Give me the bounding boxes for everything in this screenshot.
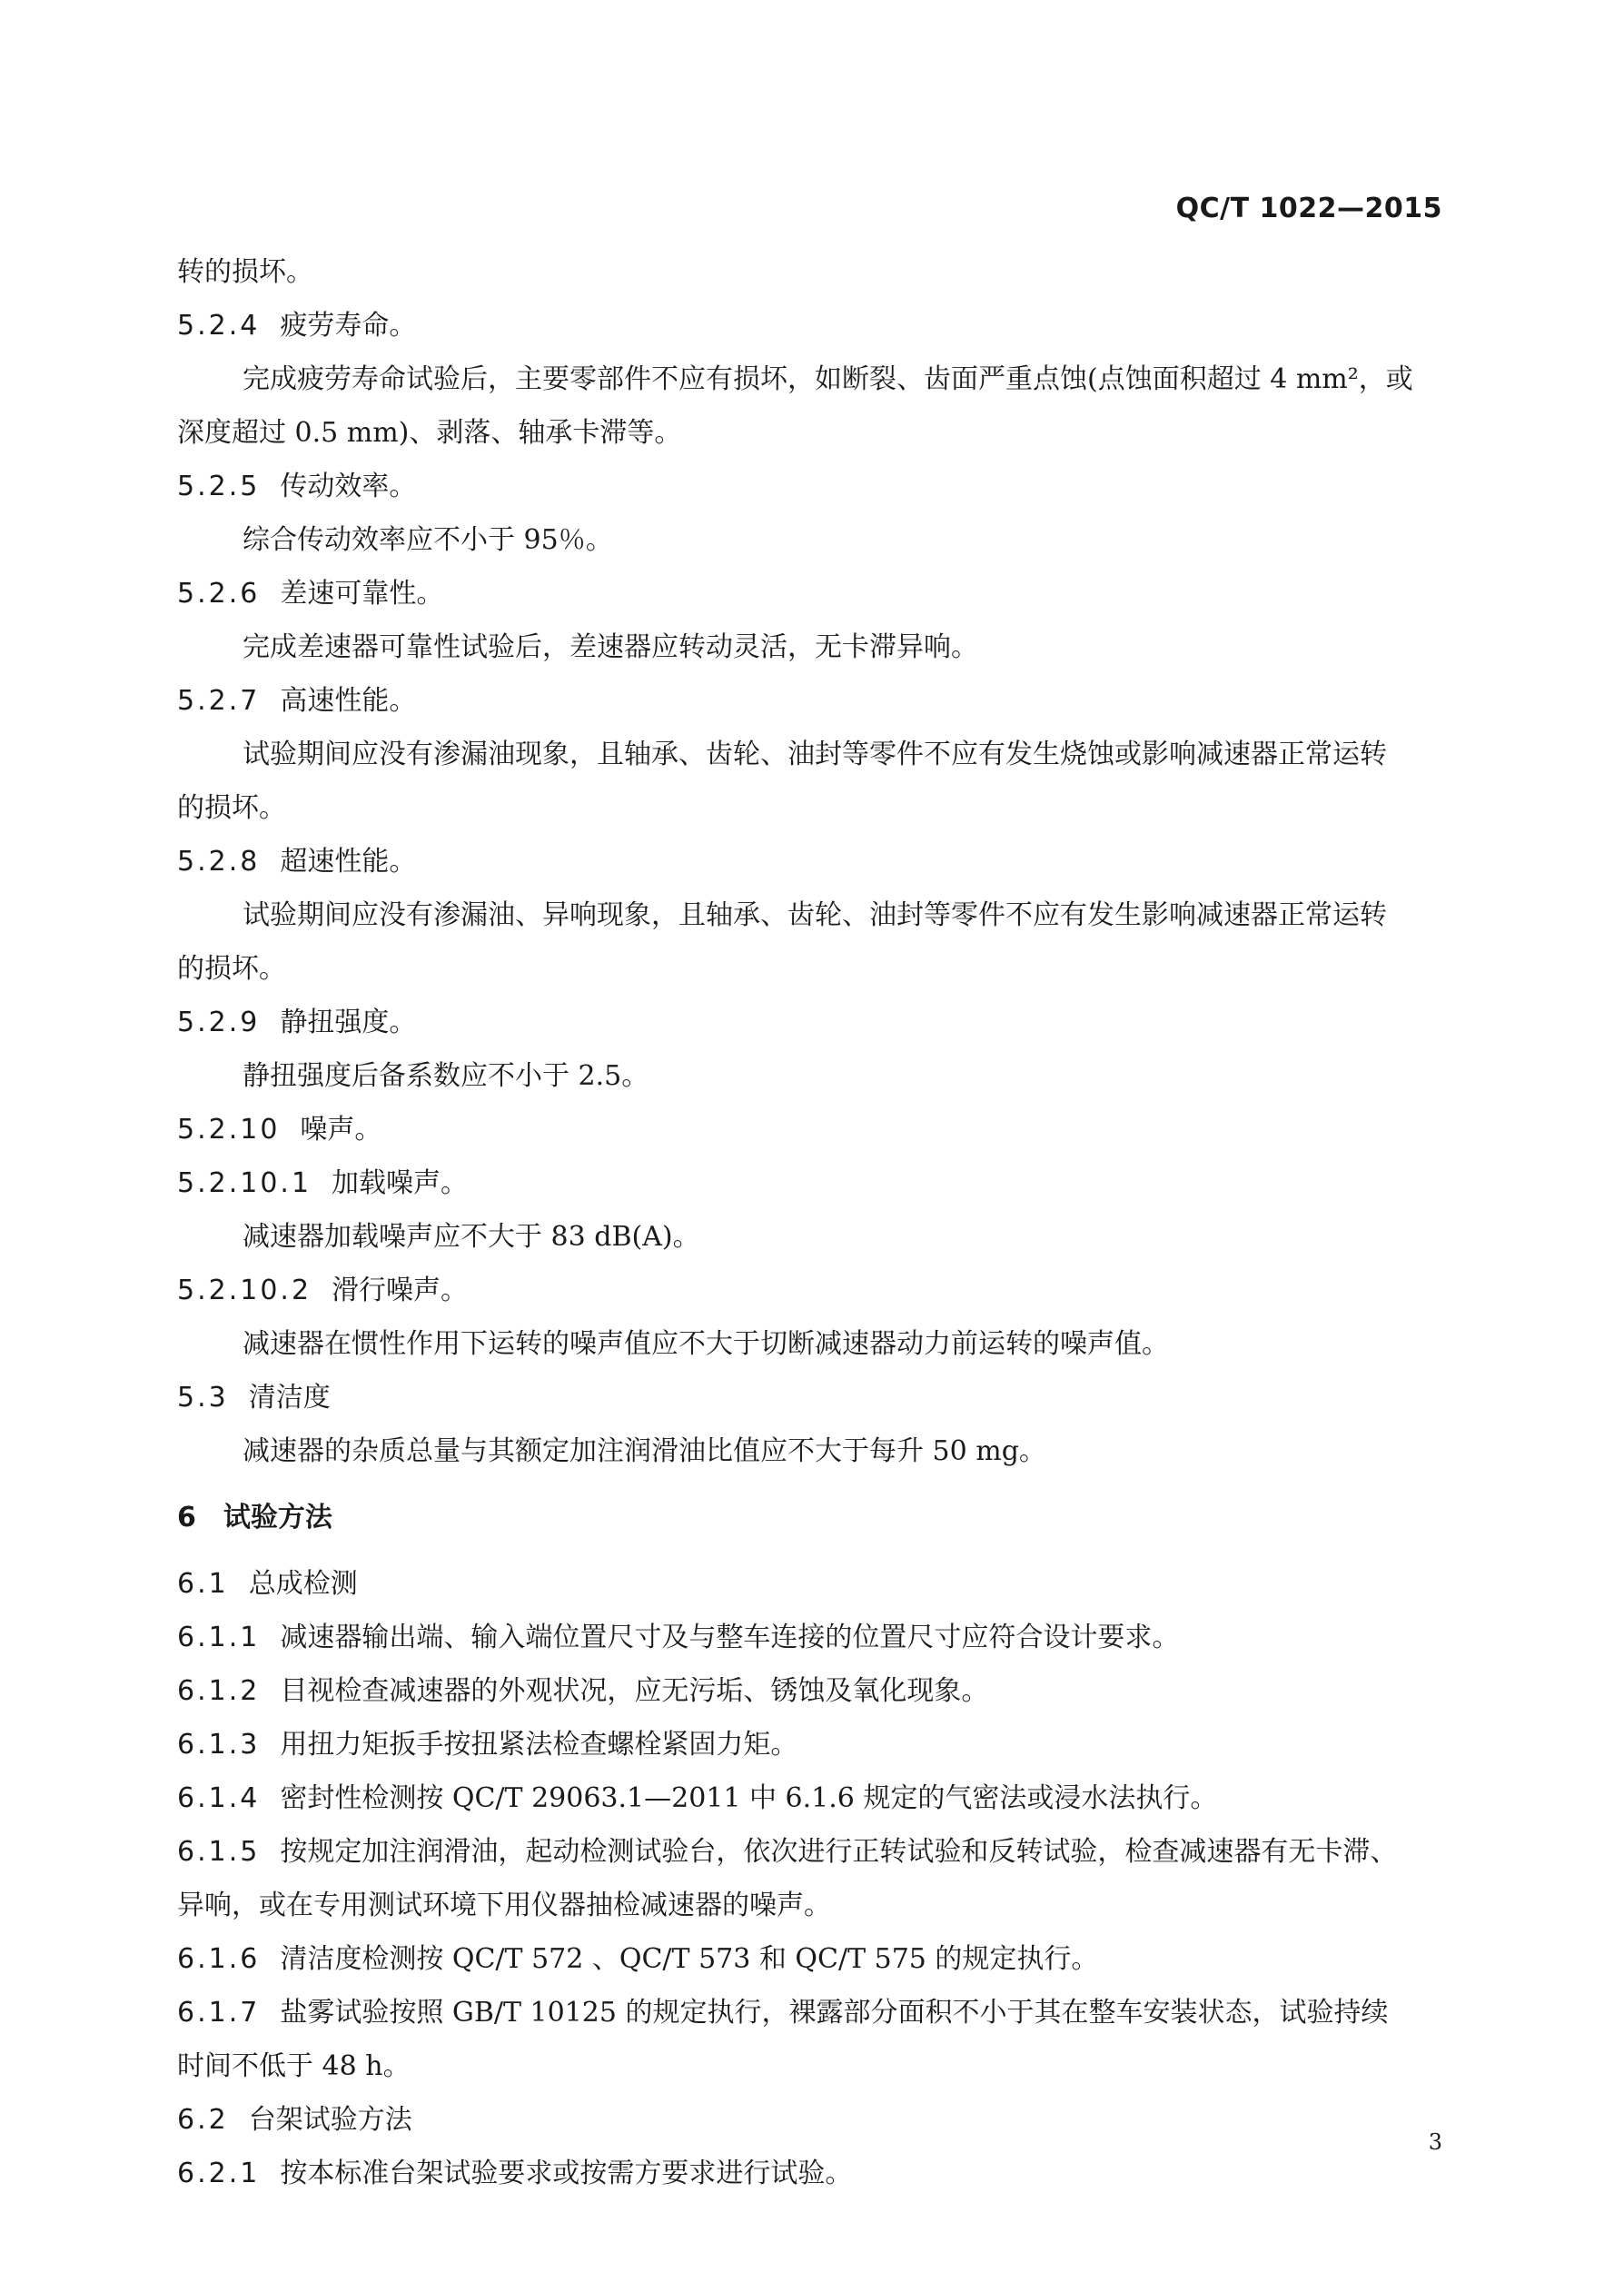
clause-number: 5.3	[177, 1382, 229, 1414]
clause-text: 清洁度	[248, 1382, 331, 1414]
clause-text: 异响，或在专用测试环境下用仪器抽检减速器的噪声。	[177, 1890, 831, 1921]
page-number: 3	[1428, 2129, 1442, 2155]
clause-line	[177, 2147, 1444, 2200]
clause-text: 按本标准台架试验要求或按需方要求进行试验。	[280, 2158, 853, 2189]
clause-text: 疲劳寿命。	[280, 310, 417, 342]
clause-line	[177, 460, 1444, 513]
clause-line	[177, 1371, 1444, 1424]
clause-line	[177, 1611, 1444, 1664]
clause-number: 5.2.10	[177, 1114, 281, 1146]
clause-text: 减速器在惯性作用下运转的噪声值应不大于切断减速器动力前运转的噪声值。	[243, 1328, 1169, 1360]
clause-line	[177, 567, 1444, 620]
clause-number: 5.2.10.1	[177, 1167, 312, 1199]
clause-number: 5.2.5	[177, 471, 261, 502]
paragraph-line	[177, 888, 1444, 942]
clause-line	[177, 996, 1444, 1049]
paragraph-line	[177, 1049, 1444, 1103]
clause-text: 试验期间应没有渗漏油现象，且轴承、齿轮、油封等零件不应有发生烧蚀或影响减速器正常运转	[243, 739, 1387, 770]
clause-number: 6.1.3	[177, 1729, 261, 1761]
clause-text: 试验期间应没有渗漏油、异响现象，且轴承、齿轮、油封等零件不应有发生影响减速器正常运转	[243, 899, 1387, 931]
clause-number: 6.1.7	[177, 1997, 261, 2029]
clause-number: 5.2.7	[177, 685, 261, 717]
clause-text: 噪声。	[300, 1114, 382, 1146]
clause-text: 密封性检测按 QC/T 29063.1—2011 中 6.1.6 规定的气密法或浸水法执行。	[280, 1782, 1218, 1814]
clause-text: 静扭强度。	[280, 1007, 417, 1038]
clause-line	[177, 1264, 1444, 1317]
standard-code-header: QC/T 1022—2015	[1175, 193, 1442, 224]
clause-text: 清洁度检测按 QC/T 572 、QC/T 573 和 QC/T 575 的规定执行。	[280, 1943, 1099, 1975]
clause-text: 减速器的杂质总量与其额定加注润滑油比值应不大于每升 50 mg。	[243, 1435, 1046, 1467]
clause-number: 5.2.9	[177, 1007, 261, 1038]
clause-line	[177, 674, 1444, 728]
clause-text: 的损坏。	[177, 953, 286, 985]
clause-line	[177, 1103, 1444, 1156]
paragraph-line	[177, 1424, 1444, 1478]
clause-text: 时间不低于 48 h。	[177, 2050, 411, 2082]
clause-number: 6.1.2	[177, 1675, 261, 1707]
document-body	[177, 245, 1444, 2200]
clause-line	[177, 1986, 1444, 2039]
clause-text: 按规定加注润滑油，起动检测试验台，依次进行正转试验和反转试验，检查减速器有无卡滞、	[280, 1836, 1398, 1868]
paragraph-line	[177, 1210, 1444, 1264]
clause-number: 6.1.5	[177, 1836, 261, 1868]
clause-text: 目视检查减速器的外观状况，应无污垢、锈蚀及氧化现象。	[280, 1675, 989, 1707]
clause-text: 减速器输出端、输入端位置尺寸及与整车连接的位置尺寸应符合设计要求。	[280, 1622, 1180, 1653]
clause-text: 传动效率。	[280, 471, 417, 502]
clause-number: 5.2.10.2	[177, 1275, 312, 1306]
clause-line	[177, 835, 1444, 888]
paragraph-line	[177, 942, 1444, 996]
paragraph-line	[177, 406, 1444, 460]
clause-text: 总成检测	[248, 1568, 358, 1600]
clause-number: 6.1.4	[177, 1782, 261, 1814]
clause-text: 完成疲劳寿命试验后，主要零部件不应有损坏，如断裂、齿面严重点蚀(点蚀面积超过 4 mm²，或	[243, 363, 1413, 395]
paragraph-line	[177, 781, 1444, 835]
clause-text: 的损坏。	[177, 792, 286, 824]
clause-text: 高速性能。	[280, 685, 417, 717]
paragraph-line	[177, 1317, 1444, 1371]
clause-number: 6.2.1	[177, 2158, 261, 2189]
clause-text: 完成差速器可靠性试验后，差速器应转动灵活，无卡滞异响。	[243, 631, 978, 663]
clause-line	[177, 1156, 1444, 1210]
paragraph-line	[177, 513, 1444, 567]
clause-text: 转的损坏。	[177, 256, 313, 288]
clause-number: 5.2.4	[177, 310, 261, 342]
clause-text: 超速性能。	[280, 846, 417, 878]
clause-line	[177, 1771, 1444, 1825]
section-heading	[177, 1491, 1444, 1544]
clause-number: 6	[177, 1502, 196, 1533]
clause-line	[177, 1825, 1444, 1879]
paragraph-line	[177, 352, 1444, 406]
paragraph-line	[177, 1879, 1444, 1932]
clause-number: 6.1.6	[177, 1943, 261, 1975]
clause-text: 静扭强度后备系数应不小于 2.5。	[243, 1060, 649, 1092]
clause-text: 滑行噪声。	[332, 1275, 469, 1306]
clause-text: 差速可靠性。	[280, 578, 444, 610]
clause-number: 6.1.1	[177, 1622, 261, 1653]
clause-line	[177, 1718, 1444, 1771]
clause-line	[177, 1664, 1444, 1718]
clause-number: 5.2.8	[177, 846, 261, 878]
clause-number: 6.2	[177, 2104, 229, 2136]
clause-text: 深度超过 0.5 mm)、剥落、轴承卡滞等。	[177, 417, 682, 449]
paragraph-line	[177, 245, 1444, 299]
clause-text: 台架试验方法	[248, 2104, 412, 2136]
paragraph-line	[177, 620, 1444, 674]
clause-line	[177, 299, 1444, 352]
clause-text: 加载噪声。	[332, 1167, 469, 1199]
clause-text: 用扭力矩扳手按扭紧法检查螺栓紧固力矩。	[280, 1729, 798, 1761]
clause-text: 试验方法	[223, 1502, 332, 1533]
clause-line	[177, 1932, 1444, 1986]
paragraph-line	[177, 2039, 1444, 2093]
clause-number: 6.1	[177, 1568, 229, 1600]
clause-number: 5.2.6	[177, 578, 261, 610]
clause-text: 综合传动效率应不小于 95％。	[243, 524, 613, 556]
clause-line	[177, 2093, 1444, 2147]
paragraph-line	[177, 728, 1444, 781]
clause-text: 减速器加载噪声应不大于 83 dB(A)。	[243, 1221, 700, 1253]
clause-text: 盐雾试验按照 GB/T 10125 的规定执行，裸露部分面积不小于其在整车安装状态，试验持续	[280, 1997, 1389, 2029]
clause-line	[177, 1557, 1444, 1611]
